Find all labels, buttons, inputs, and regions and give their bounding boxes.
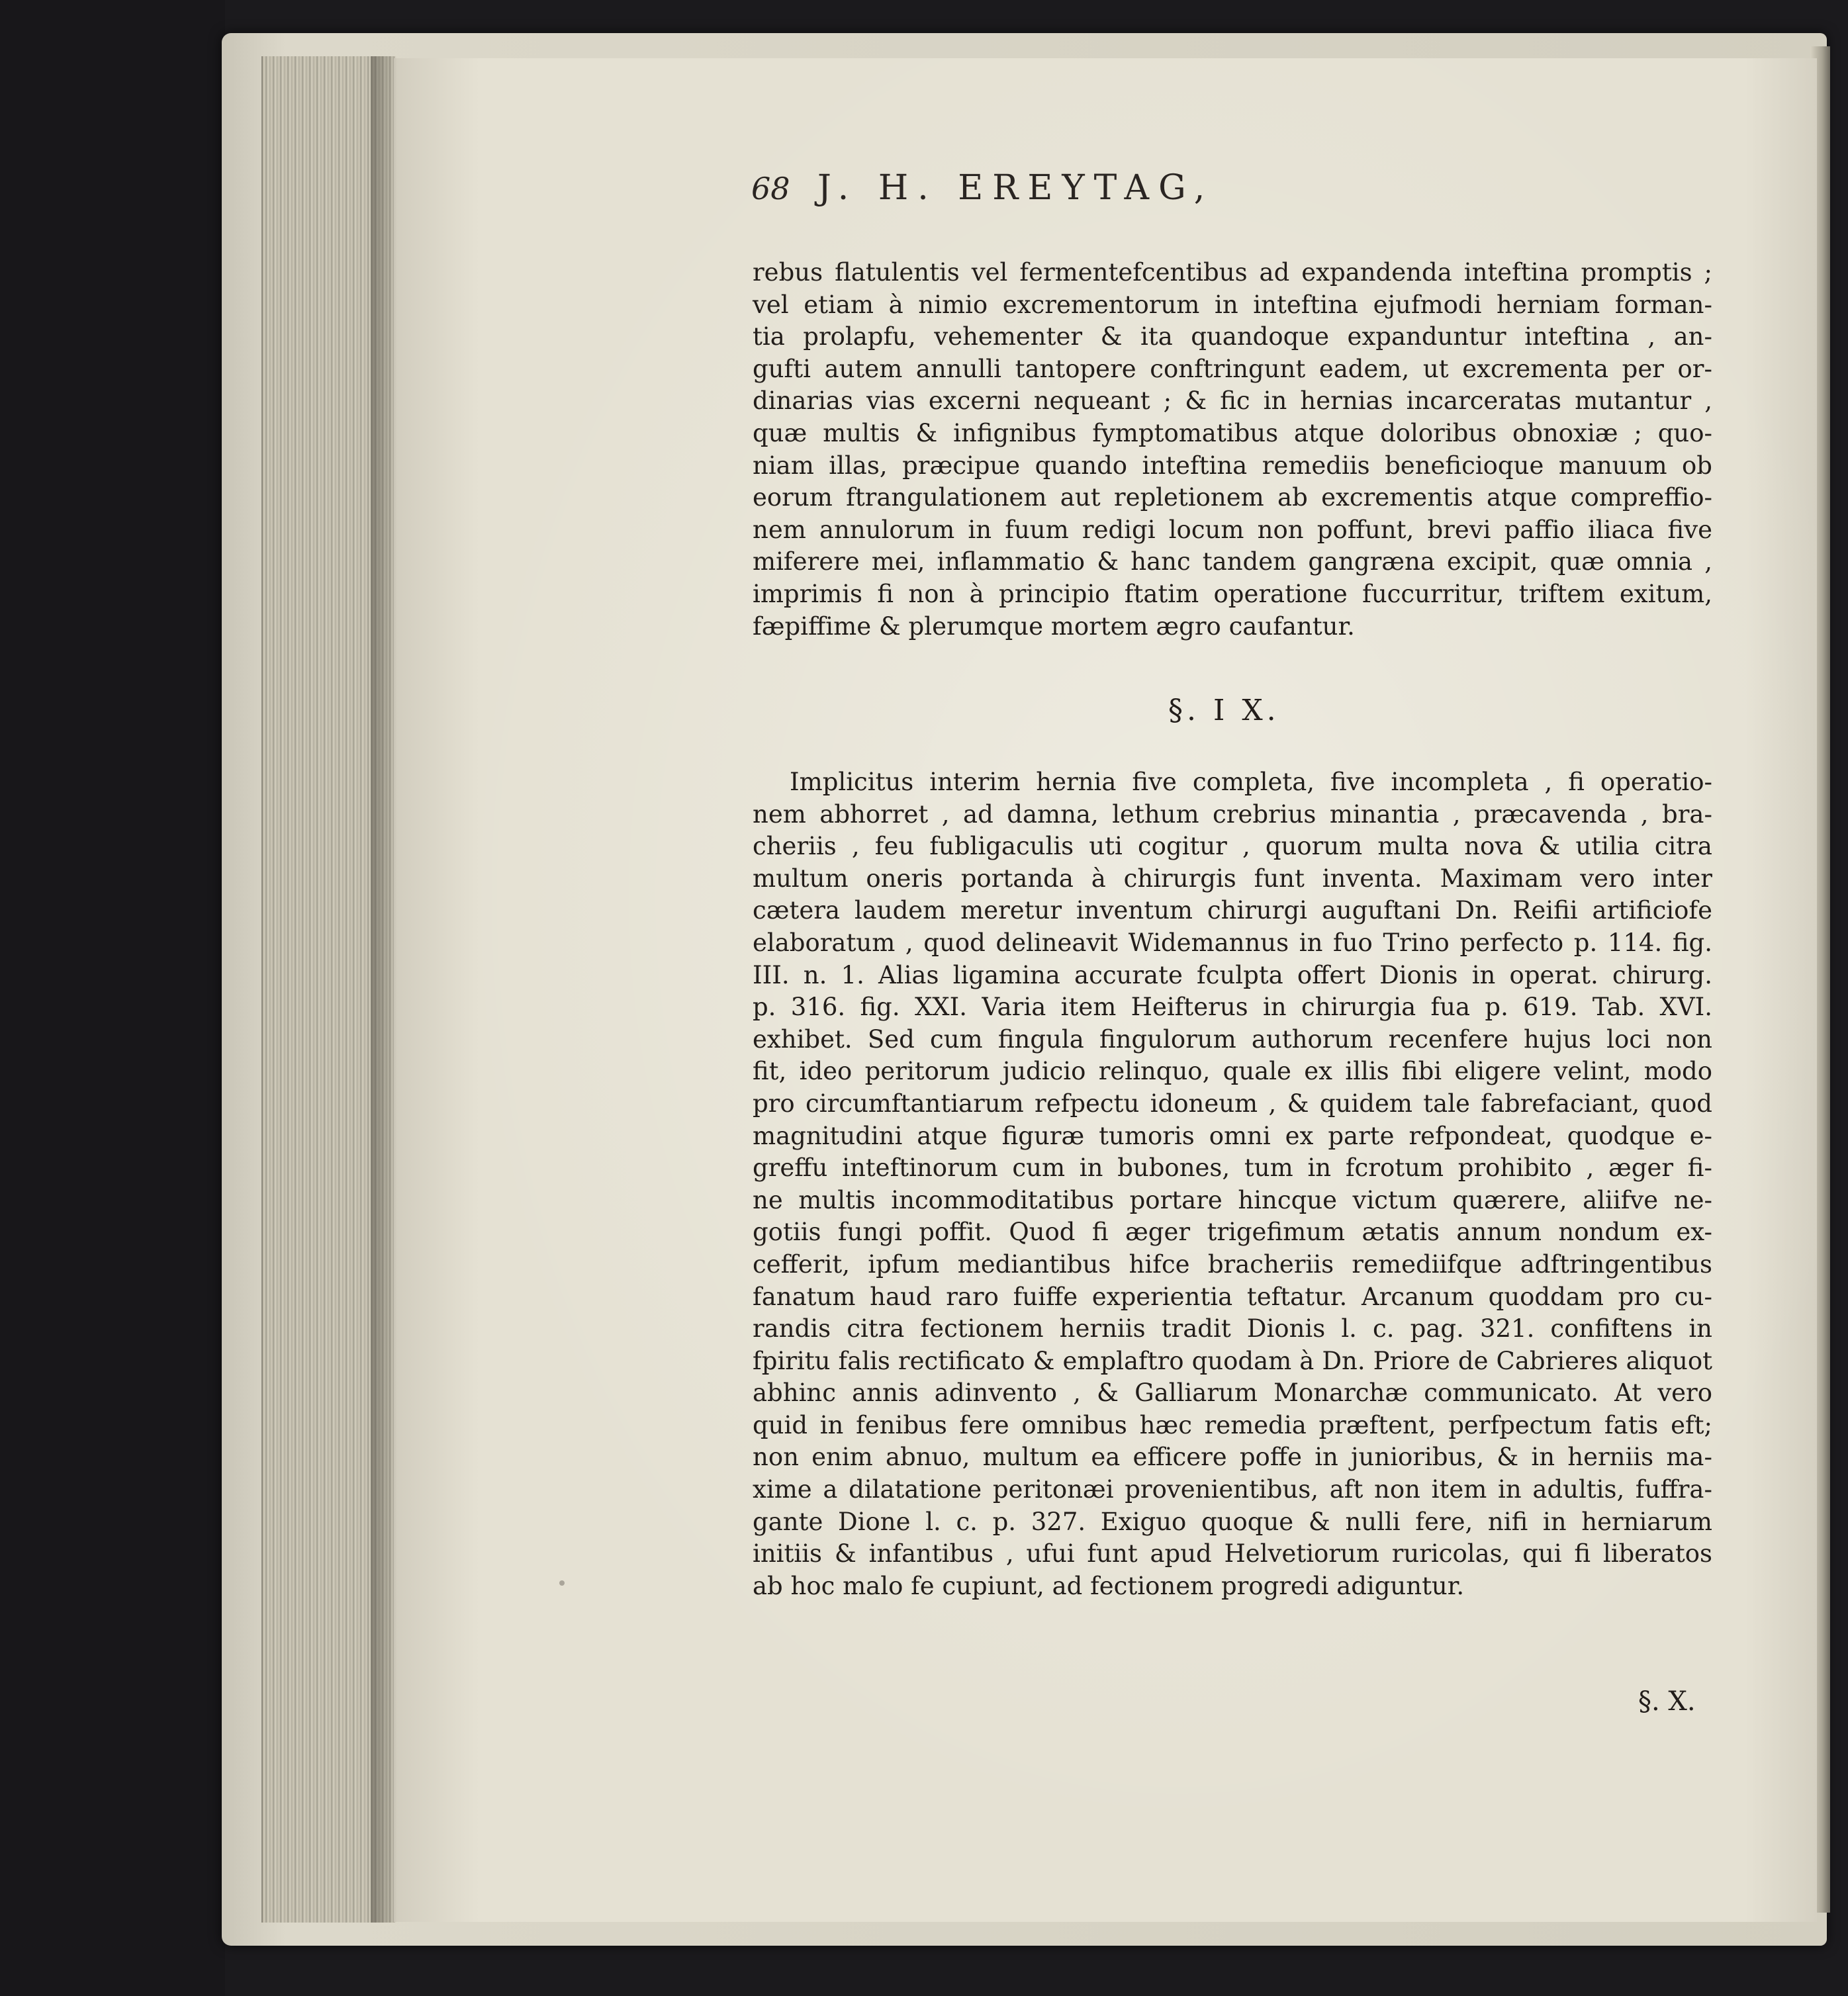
page-number: 68	[751, 171, 790, 206]
text-line: magnitudini atque figuræ tumoris omni ex parte refpondeat, quodque e-	[753, 1121, 1712, 1150]
text-line: imprimis fi non à principio ftatim operatione fuccurritur, triftem exitum,	[753, 579, 1712, 608]
dark-backdrop	[0, 0, 225, 1996]
text-line: nem abhorret , ad damna, lethum crebrius minantia , præcavenda , bra-	[753, 799, 1712, 829]
paragraph-2	[753, 766, 1712, 1602]
text-line: III. n. 1. Alias ligamina accurate fculpta offert Dionis in operat. chirurg.	[753, 960, 1712, 989]
text-line: p. 316. fig. XXI. Varia item Heifterus in chirurgia fua p. 619. Tab. XVI.	[753, 993, 1712, 1022]
text-line: niam illas, præcipue quando inteftina remediis beneficioque manuum ob	[753, 451, 1712, 480]
text-line: nem annulorum in fuum redigi locum non poffunt, brevi paffio iliaca five	[753, 515, 1712, 544]
text-line: fit, ideo peritorum judicio relinquo, quale ex illis fibi eligere velint, modo	[753, 1057, 1712, 1086]
text-line: initiis & infantibus , ufui funt apud Helvetiorum ruricolas, qui fi liberatos	[753, 1539, 1712, 1568]
text-line: non enim abnuo, multum ea efficere poffe in junioribus, & in herniis ma-	[753, 1443, 1712, 1472]
text-line: dinarias vias excerni nequeant ; & fic in hernias incarceratas mutantur ,	[753, 386, 1712, 416]
text-line: cætera laudem meretur inventum chirurgi auguftani Dn. Reifii artificiofe	[753, 896, 1712, 925]
text-line: multum oneris portanda à chirurgis funt inventa. Maximam vero inter	[753, 864, 1712, 893]
gutter-shadow	[371, 56, 397, 1923]
text-line: miferere mei, inflammatio & hanc tandem gangræna excipit, quæ omnia ,	[753, 547, 1712, 576]
paper-speck	[559, 1580, 565, 1586]
text-line: abhinc annis adinvento , & Galliarum Monarchæ communicato. At vero	[753, 1379, 1712, 1408]
text-line: xime a dilatatione peritonæi provenientibus, aft non item in adultis, fuffra-	[753, 1475, 1712, 1504]
text-line: elaboratum , quod delineavit Widemannus in fuo Trino perfecto p. 114. fig.	[753, 928, 1712, 957]
text-line: vel etiam à nimio excrementorum in inteftina ejufmodi herniam forman-	[753, 290, 1712, 319]
section-heading: §. I X.	[1168, 694, 1280, 727]
paper-speck	[990, 621, 993, 624]
text-line: cefferit, ipfum mediantibus hifce bracheriis remediifque adftringentibus	[753, 1249, 1712, 1279]
text-line: cheriis , feu fubligaculis uti cogitur , quorum multa nova & utilia citra	[753, 832, 1712, 861]
catchword: §. X.	[1638, 1686, 1696, 1717]
text-line: fæpiffime & plerumque mortem ægro caufantur.	[753, 612, 1355, 641]
text-line: quæ multis & infignibus fymptomatibus atque doloribus obnoxiæ ; quo-	[753, 418, 1712, 447]
text-line: quid in fenibus fere omnibus hæc remedia præftent, perfpectum fatis eft;	[753, 1410, 1712, 1439]
text-line: gufti autem annulli tantopere conftringunt eadem, ut excrementa per or-	[753, 354, 1712, 383]
text-line: ne multis incommoditatibus portare hincque victum quærere, aliifve ne-	[753, 1185, 1712, 1214]
text-line: exhibet. Sed cum fingula fingulorum authorum recenfere hujus loci non	[753, 1024, 1712, 1054]
text-line: randis citra fectionem herniis tradit Dionis l. c. pag. 321. confiftens in	[753, 1314, 1712, 1343]
text-line: pro circumftantiarum refpectu idoneum , & quidem tale fabrefaciant, quod	[753, 1089, 1712, 1118]
book-page	[394, 58, 1817, 1922]
text-line: ab hoc malo fe cupiunt, ad fectionem progredi adiguntur.	[753, 1571, 1465, 1600]
text-line: greffu inteftinorum cum in bubones, tum in fcrotum prohibito , æger fi-	[753, 1154, 1712, 1183]
text-line: tia prolapfu, vehementer & ita quandoque expanduntur inteftina , an-	[753, 322, 1712, 351]
text-line: rebus flatulentis vel fermentefcentibus ad expandenda inteftina promptis ;	[753, 258, 1712, 287]
text-line: gotiis fungi poffit. Quod fi æger trigefimum ætatis annum nondum ex-	[753, 1218, 1712, 1247]
running-head: J. H. EREYTAG,	[817, 168, 1215, 208]
text-line: Implicitus interim hernia five completa, five incompleta , fi operatio-	[790, 768, 1712, 796]
text-line: fanatum haud raro fuiffe experientia teftatur. Arcanum quoddam pro cu-	[753, 1282, 1712, 1311]
paragraph-1	[753, 257, 1712, 643]
text-line: fpiritu falis rectificato & emplaftro quodam à Dn. Priore de Cabrieres aliquot	[753, 1346, 1712, 1375]
text-line: eorum ftrangulationem aut repletionem ab excrementis atque compreffio-	[753, 483, 1712, 512]
text-line: gante Dione l. c. p. 327. Exiguo quoque & nulli fere, nifi in herniarum	[753, 1507, 1712, 1536]
